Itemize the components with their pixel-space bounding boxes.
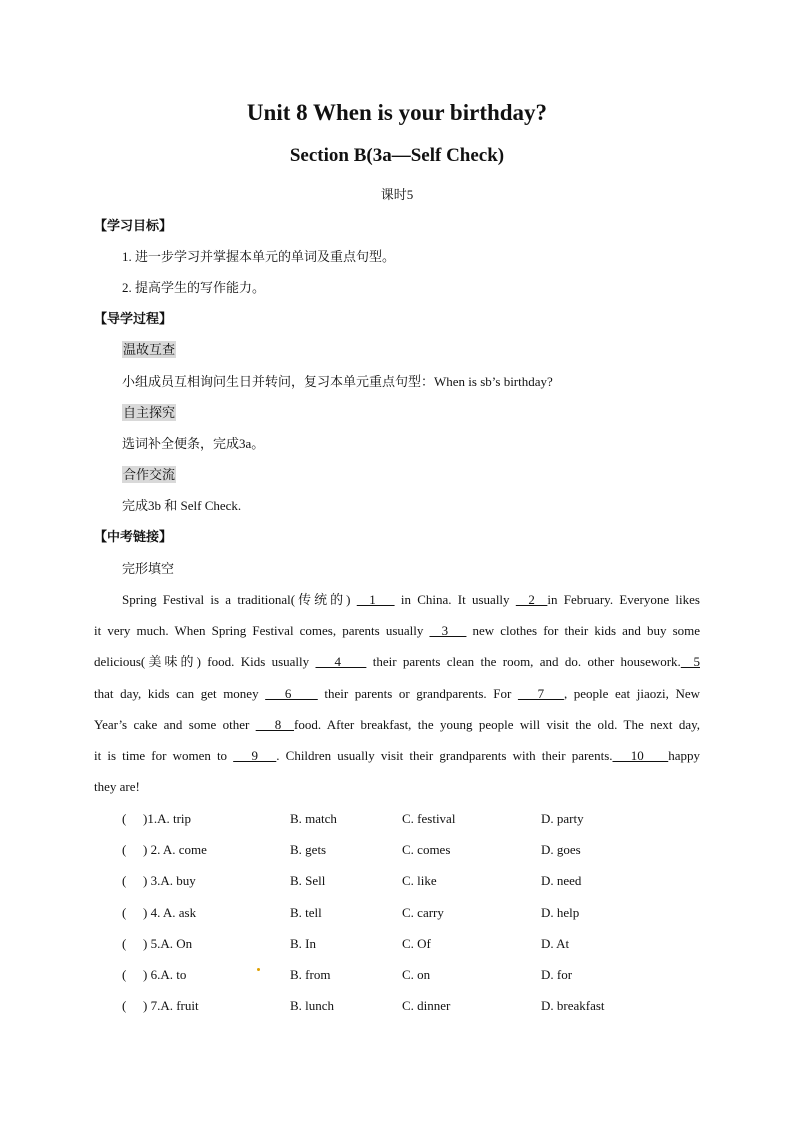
- blank-3: 3: [429, 623, 467, 639]
- section-title: Section B(3a—Self Check): [289, 145, 505, 166]
- blank-2: 2: [515, 592, 548, 607]
- question-option-b: B. from: [290, 967, 331, 982]
- question-option-b: B. lunch: [290, 998, 335, 1014]
- process-heading: 【导学过程】: [94, 311, 173, 326]
- question-option-d: D. need: [541, 873, 582, 889]
- question-option-a: ) 7.A. fruit: [143, 998, 199, 1014]
- passage-row: delicious(美味的) food. Kids usually 4 their parents clean the room, and do. other housework. 5: [94, 654, 700, 670]
- objectives-heading: 【学习目标】: [94, 218, 173, 233]
- question-option-a: ) 5.A. On: [143, 935, 193, 951]
- passage-row: Year’s cake and some other 8 food. After breakfast, the young people will visit the old. The next day,: [94, 716, 701, 732]
- blank-10: 10: [612, 747, 669, 763]
- question-option-c: C. like: [402, 873, 437, 889]
- answer-paren: (: [122, 998, 127, 1014]
- question-option-b: B. match: [290, 811, 337, 826]
- cooperation-text: 完成3b 和 Self Check.: [122, 498, 242, 513]
- review-tag: 温故互查: [123, 342, 176, 357]
- objective-item-2: 2. 提高学生的写作能力。: [122, 280, 266, 295]
- question-option-d: D. breakfast: [541, 998, 605, 1014]
- question-option-b: B. In: [290, 935, 316, 951]
- question-option-d: D. goes: [541, 842, 581, 858]
- question-option-b: B. gets: [290, 842, 327, 858]
- question-option-c: C. on: [402, 967, 431, 982]
- answer-paren: (: [122, 842, 127, 858]
- cloze-passage: [94, 584, 700, 802]
- self-study-tag: 自主探究: [123, 405, 176, 420]
- question-option-c: C. dinner: [402, 998, 451, 1014]
- question-option-d: D. help: [541, 904, 580, 920]
- question-option-b: B. Sell: [290, 873, 326, 889]
- blank-1: 1: [356, 592, 395, 607]
- cooperation-tag: 合作交流: [123, 467, 176, 482]
- blank-8: 8: [255, 716, 295, 732]
- passage-row: that day, kids can get money 6 their parents or grandparents. For 7 , people eat jiaozi, New: [94, 685, 701, 701]
- blank-5: 5: [680, 654, 700, 670]
- passage-row: it is time for women to 9 . Children usually visit their grandparents with their parents. 10 happy: [94, 747, 701, 763]
- review-text: 小组成员互相询问生日并转问，复习本单元重点句型：When is sb’s birthday?: [122, 374, 553, 389]
- question-option-c: C. Of: [402, 935, 431, 951]
- unit-title: Unit 8 When is your birthday?: [246, 100, 548, 125]
- question-option-a: )1.A. trip: [143, 811, 192, 826]
- cloze-title: 完形填空: [122, 561, 175, 576]
- self-study-text: 选词补全便条，完成3a。: [122, 436, 265, 451]
- question-option-c: C. carry: [402, 904, 444, 920]
- question-option-d: D. At: [541, 935, 570, 951]
- objective-item-1: 1. 进一步学习并掌握本单元的单词及重点句型。: [122, 249, 396, 264]
- question-option-d: D. party: [541, 811, 584, 826]
- exam-heading: 【中考链接】: [94, 529, 173, 544]
- question-option-a: ) 2. A. come: [143, 842, 207, 858]
- stray-mark: [257, 968, 260, 971]
- answer-paren: (: [122, 935, 127, 951]
- question-option-a: ) 3.A. buy: [143, 873, 196, 889]
- question-option-b: B. tell: [290, 904, 322, 920]
- blank-7: 7: [517, 685, 564, 701]
- answer-paren: (: [122, 904, 127, 920]
- question-option-c: C. comes: [402, 842, 451, 858]
- blank-9: 9: [233, 747, 277, 763]
- answer-paren: (: [122, 967, 127, 982]
- question-option-c: C. festival: [402, 811, 456, 826]
- passage-row: it very much. When Spring Festival comes, parents usually 3 new clothes for their kids and buy some: [94, 623, 701, 639]
- question-option-a: ) 6.A. to: [143, 967, 187, 982]
- passage-row: Spring Festival is a traditional(传统的) 1 in China. It usually 2 in February. Everyone likes: [122, 592, 700, 607]
- blank-6: 6: [265, 685, 318, 701]
- period-label: 课时5: [380, 187, 414, 202]
- question-option-d: D. for: [541, 967, 573, 982]
- blank-4: 4: [315, 654, 367, 670]
- question-option-a: ) 4. A. ask: [143, 904, 197, 920]
- passage-row: they are!: [94, 779, 140, 795]
- answer-paren: (: [122, 873, 127, 889]
- answer-paren: (: [122, 811, 127, 826]
